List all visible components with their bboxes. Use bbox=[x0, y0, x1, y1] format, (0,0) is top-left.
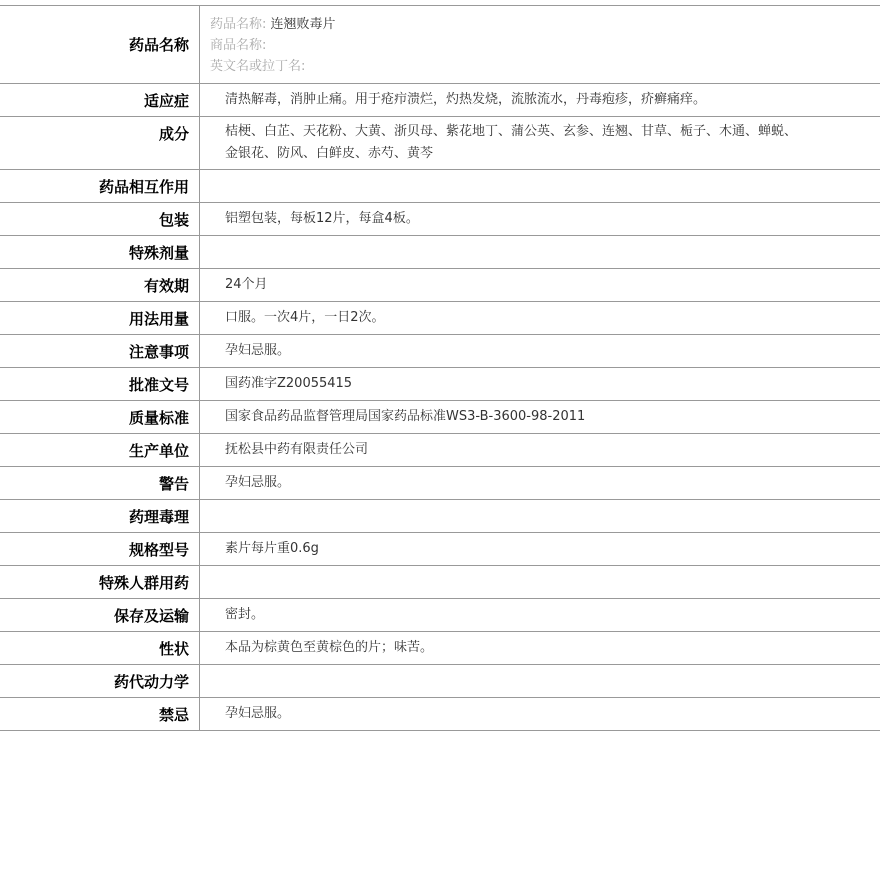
row-value-quality-standard: 国家食品药品监督管理局国家药品标准WS3-B-3600-98-2011 bbox=[225, 409, 586, 424]
row-label-ingredients: 成分 bbox=[0, 117, 200, 169]
row-label-storage-transport: 保存及运输 bbox=[0, 599, 200, 631]
row-value-drug-interactions bbox=[200, 170, 880, 202]
row-value-packaging: 铝塑包装，每板12片，每盒4板。 bbox=[225, 211, 419, 226]
english-name-line bbox=[210, 56, 880, 77]
row-value-ingredients bbox=[200, 117, 880, 169]
row-label-manufacturer: 生产单位 bbox=[0, 434, 200, 466]
row-value-usage-dosage: 口服。一次4片，一日2次。 bbox=[225, 310, 385, 325]
row-value-appearance: 本品为棕黄色至黄棕色的片；味苦。 bbox=[225, 640, 434, 655]
row-drug-names bbox=[0, 6, 880, 84]
trade-name-line bbox=[210, 35, 880, 56]
row-label-pharmacology: 药理毒理 bbox=[0, 500, 200, 532]
row-value-special-dosage bbox=[200, 236, 880, 268]
row-special-dosage bbox=[0, 236, 880, 269]
row-label-precautions: 注意事项 bbox=[0, 335, 200, 367]
row-label-appearance: 性状 bbox=[0, 632, 200, 664]
row-specification bbox=[0, 533, 880, 566]
row-label-packaging: 包装 bbox=[0, 203, 200, 235]
row-value-warning: 孕妇忌服。 bbox=[225, 475, 291, 490]
row-manufacturer bbox=[0, 434, 880, 467]
row-packaging bbox=[0, 203, 880, 236]
drug-spec-table bbox=[0, 5, 880, 731]
row-contraindications bbox=[0, 698, 880, 731]
row-label-usage-dosage: 用法用量 bbox=[0, 302, 200, 334]
row-label-contraindications: 禁忌 bbox=[0, 698, 200, 730]
row-value-contraindications: 孕妇忌服。 bbox=[225, 706, 291, 721]
row-value-approval-number: 国药准字Z20055415 bbox=[225, 376, 353, 391]
row-indications bbox=[0, 84, 880, 117]
row-label-special-populations: 特殊人群用药 bbox=[0, 566, 200, 598]
row-label-special-dosage: 特殊剂量 bbox=[0, 236, 200, 268]
row-precautions bbox=[0, 335, 880, 368]
row-label-drug-name: 药品名称 bbox=[0, 6, 200, 83]
row-quality-standard bbox=[0, 401, 880, 434]
row-value-precautions: 孕妇忌服。 bbox=[225, 343, 291, 358]
row-label-shelf-life: 有效期 bbox=[0, 269, 200, 301]
generic-name-value: 连翘败毒片 bbox=[270, 17, 336, 32]
row-drug-interactions bbox=[0, 170, 880, 203]
english-name-label: 英文名或拉丁名: bbox=[210, 59, 306, 74]
row-pharmacokinetics bbox=[0, 665, 880, 698]
row-label-approval-number: 批准文号 bbox=[0, 368, 200, 400]
names-block bbox=[200, 6, 880, 83]
row-label-quality-standard: 质量标准 bbox=[0, 401, 200, 433]
row-warning bbox=[0, 467, 880, 500]
generic-name-line bbox=[210, 14, 880, 35]
row-storage-transport bbox=[0, 599, 880, 632]
row-value-specification: 素片每片重0.6g bbox=[225, 541, 319, 556]
row-value-pharmacokinetics bbox=[200, 665, 880, 697]
row-usage-dosage bbox=[0, 302, 880, 335]
row-label-warning: 警告 bbox=[0, 467, 200, 499]
trade-name-label: 商品名称: bbox=[210, 38, 267, 53]
row-ingredients bbox=[0, 117, 880, 170]
row-special-populations bbox=[0, 566, 880, 599]
row-value-special-populations bbox=[200, 566, 880, 598]
row-label-drug-interactions: 药品相互作用 bbox=[0, 170, 200, 202]
row-value-manufacturer: 抚松县中药有限责任公司 bbox=[225, 442, 369, 457]
row-value-pharmacology bbox=[200, 500, 880, 532]
ingredients-text: 桔梗、白芷、天花粉、大黄、浙贝母、紫花地丁、蒲公英、玄参、连翘、甘草、栀子、木通、蝉蜕、金银花、防风、白鲜皮、赤芍、黄芩 bbox=[225, 124, 798, 161]
row-label-indications: 适应症 bbox=[0, 84, 200, 116]
row-appearance bbox=[0, 632, 880, 665]
row-pharmacology bbox=[0, 500, 880, 533]
row-value-shelf-life: 24个月 bbox=[225, 277, 268, 292]
row-value-indications: 清热解毒，消肿止痛。用于疮疖溃烂，灼热发烧，流脓流水，丹毒疱疹，疥癣痛痒。 bbox=[225, 92, 707, 107]
row-approval-number bbox=[0, 368, 880, 401]
row-shelf-life bbox=[0, 269, 880, 302]
row-label-specification: 规格型号 bbox=[0, 533, 200, 565]
row-label-pharmacokinetics: 药代动力学 bbox=[0, 665, 200, 697]
row-value-storage-transport: 密封。 bbox=[225, 607, 265, 622]
generic-name-label: 药品名称: bbox=[210, 17, 267, 32]
